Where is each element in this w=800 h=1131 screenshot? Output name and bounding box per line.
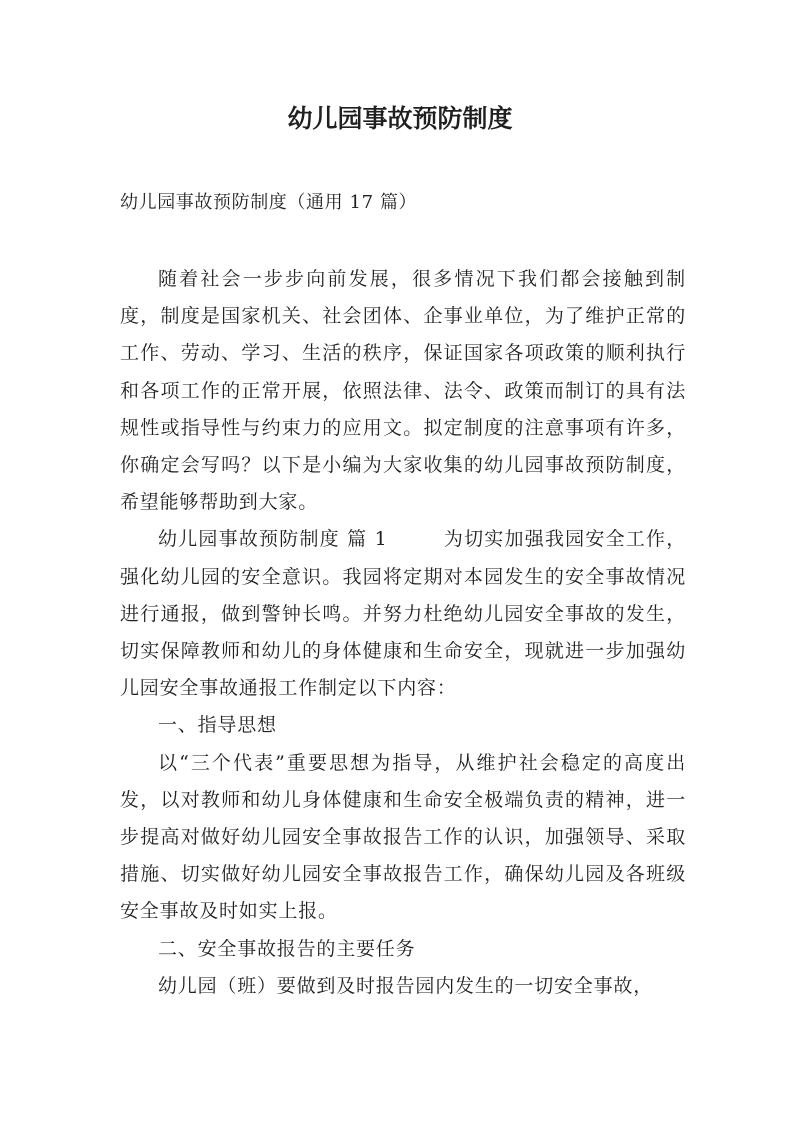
document-body [120, 261, 686, 1005]
section-2-paragraph: 幼儿园（班）要做到及时报告园内发生的一切安全事故， [158, 974, 654, 997]
document-title: 幼儿园事故预防制度 [287, 104, 513, 133]
intro-paragraph: 随着社会一步步向前发展，很多情况下我们都会接触到制度，制度是国家机关、社会团体、企事业单位，为了维护正常的工作、劳动、学习、生活的秩序，保证国家各项政策的顺利执行和各项工作的正常开展，依照法律、法令、政策而制订的具有法规性或指导性与约束力的应用文。拟定制度的注意事项有许多，你确定会写吗？以下是小编为大家收集的幼儿园事故预防制度，希望能够帮助到大家。 [120, 268, 686, 514]
section-1-paragraph: 以“三个代表”重要思想为指导，从维护社会稳定的高度出发，以对教师和幼儿身体健康和生命安全极端负责的精神，进一步提高对做好幼儿园安全事故报告工作的认识，加强领导、采取措施、切实做好幼儿园安全事故报告工作，确保幼儿园及各班级安全事故及时如实上报。 [120, 751, 686, 923]
article-1-text: 为切实加强我园安全工作，强化幼儿园的安全意识。我园将定期对本园发生的安全事故情况进行通报，做到警钟长鸣。并努力杜绝幼儿园安全事故的发生，切实保障教师和幼儿的身体健康和生命安全，现就进一步加强幼儿园安全事故通报工作制定以下内容： [120, 528, 686, 700]
article-1-paragraph [120, 521, 686, 707]
section-2-heading: 二、安全事故报告的主要任务 [158, 937, 416, 960]
document-subtitle: 幼儿园事故预防制度（通用 17 篇） [120, 192, 418, 213]
article-1-heading: 幼儿园事故预防制度 篇 1 [158, 528, 388, 551]
section-1-heading: 一、指导思想 [158, 714, 277, 737]
